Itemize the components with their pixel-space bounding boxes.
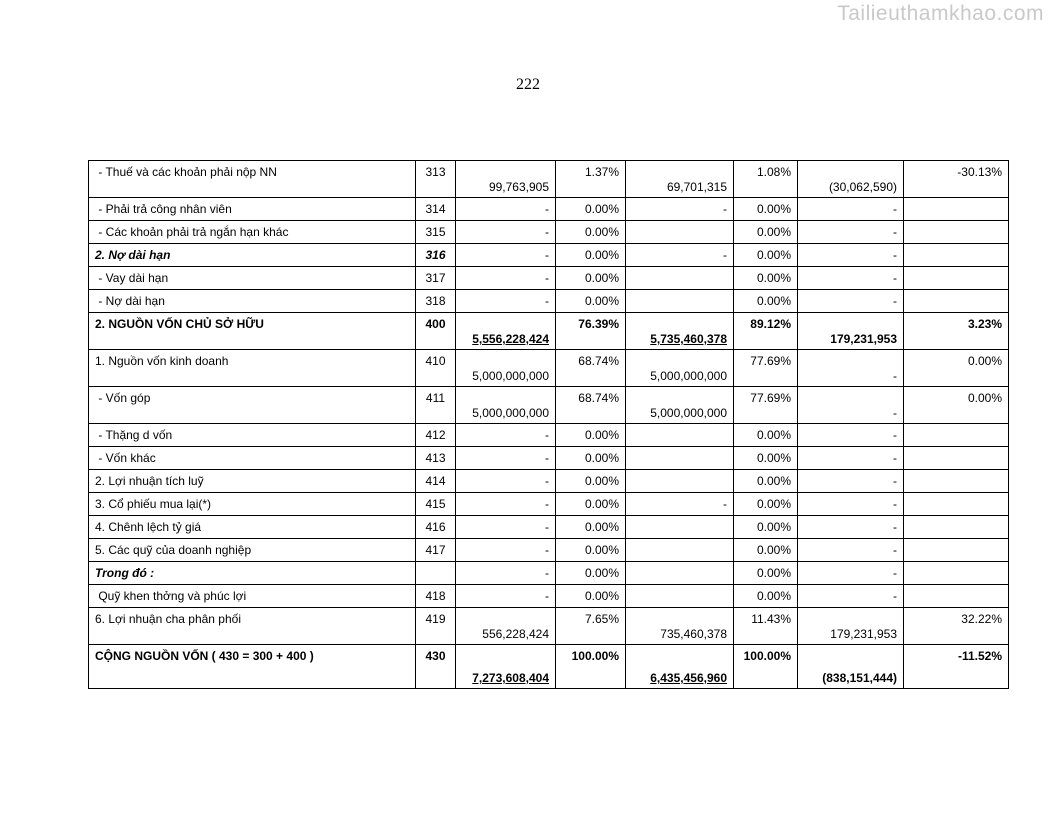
cell-percent-period2: 1.08% [734,161,798,198]
cell-item-label: 2. Lợi nhuận tích luỹ [89,470,416,493]
cell-item-label: CỘNG NGUỒN VỐN ( 430 = 300 + 400 ) [89,645,416,689]
table-row [89,161,1009,198]
table-row [89,470,1009,493]
cell-percent-period2: 0.00% [734,585,798,608]
cell-percent-period1: 1.37% [556,161,626,198]
cell-code: 411 [416,387,456,424]
balance-table-body [89,161,1009,689]
cell-code: 315 [416,221,456,244]
cell-code: 414 [416,470,456,493]
cell-code: 413 [416,447,456,470]
table-row [89,608,1009,645]
cell-variance-amount: - [798,562,904,585]
cell-amount-period2 [626,221,734,244]
site-watermark: Tailieuthamkhao.com [837,2,1044,25]
cell-variance-percent [904,516,1009,539]
cell-variance-percent [904,539,1009,562]
cell-variance-amount: - [798,290,904,313]
cell-item-label: 5. Các quỹ của doanh nghiệp [89,539,416,562]
cell-item-label: - Thặng d vốn [89,424,416,447]
cell-variance-amount: - [798,539,904,562]
cell-item-label: 6. Lợi nhuận cha phân phối [89,608,416,645]
cell-item-label: - Phải trả công nhân viên [89,198,416,221]
cell-code: 416 [416,516,456,539]
cell-code: 314 [416,198,456,221]
cell-code: 318 [416,290,456,313]
cell-amount-period2 [626,539,734,562]
cell-code: 415 [416,493,456,516]
cell-percent-period1: 0.00% [556,290,626,313]
cell-item-label: - Vốn góp [89,387,416,424]
table-row [89,267,1009,290]
cell-variance-percent: 32.22% [904,608,1009,645]
cell-variance-amount: - [798,470,904,493]
cell-variance-amount: - [798,221,904,244]
cell-percent-period2: 0.00% [734,516,798,539]
cell-item-label: 1. Nguồn vốn kinh doanh [89,350,416,387]
table-row [89,562,1009,585]
cell-amount-period2: - [626,493,734,516]
table-row [89,585,1009,608]
cell-amount-period1: - [456,447,556,470]
cell-percent-period1: 0.00% [556,424,626,447]
cell-amount-period2 [626,516,734,539]
table-row [89,350,1009,387]
cell-amount-period1: - [456,585,556,608]
cell-percent-period2: 100.00% [734,645,798,689]
cell-amount-period2 [626,585,734,608]
cell-percent-period1: 0.00% [556,267,626,290]
cell-amount-period2: 6,435,456,960 [626,645,734,689]
cell-variance-percent [904,424,1009,447]
cell-percent-period2: 0.00% [734,447,798,470]
cell-item-label: 2. NGUỒN VỐN CHỦ SỞ HỮU [89,313,416,350]
cell-variance-percent [904,290,1009,313]
cell-amount-period2: 5,735,460,378 [626,313,734,350]
cell-amount-period1: 556,228,424 [456,608,556,645]
cell-variance-amount: - [798,244,904,267]
cell-code [416,562,456,585]
cell-percent-period1: 68.74% [556,350,626,387]
cell-percent-period2: 0.00% [734,470,798,493]
cell-amount-period1: - [456,267,556,290]
cell-variance-amount: - [798,267,904,290]
cell-code: 316 [416,244,456,267]
cell-code: 313 [416,161,456,198]
cell-amount-period2: 69,701,315 [626,161,734,198]
cell-variance-amount: - [798,424,904,447]
cell-percent-period2: 0.00% [734,198,798,221]
cell-amount-period2: - [626,198,734,221]
cell-item-label: - Vay dài hạn [89,267,416,290]
cell-amount-period1: 5,000,000,000 [456,350,556,387]
cell-percent-period1: 7.65% [556,608,626,645]
cell-variance-percent: -30.13% [904,161,1009,198]
cell-percent-period1: 0.00% [556,562,626,585]
cell-amount-period2 [626,562,734,585]
cell-variance-percent: 0.00% [904,387,1009,424]
cell-amount-period1: - [456,539,556,562]
cell-item-label: 4. Chênh lệch tỷ giá [89,516,416,539]
cell-percent-period1: 0.00% [556,221,626,244]
cell-percent-period2: 0.00% [734,539,798,562]
cell-variance-percent [904,221,1009,244]
cell-amount-period2 [626,290,734,313]
cell-amount-period1: - [456,244,556,267]
cell-code: 417 [416,539,456,562]
cell-item-label: Trong đó : [89,562,416,585]
cell-variance-percent [904,470,1009,493]
cell-percent-period1: 0.00% [556,493,626,516]
cell-variance-amount: - [798,387,904,424]
cell-amount-period1: - [456,516,556,539]
cell-variance-percent [904,585,1009,608]
cell-percent-period1: 68.74% [556,387,626,424]
cell-percent-period1: 0.00% [556,585,626,608]
cell-amount-period1: 99,763,905 [456,161,556,198]
cell-percent-period2: 77.69% [734,350,798,387]
table-row [89,539,1009,562]
cell-amount-period1: - [456,562,556,585]
cell-item-label: Quỹ khen thởng và phúc lợi [89,585,416,608]
table-row [89,244,1009,267]
table-row [89,198,1009,221]
cell-code: 410 [416,350,456,387]
cell-amount-period1: - [456,493,556,516]
cell-variance-percent [904,198,1009,221]
cell-code: 430 [416,645,456,689]
cell-item-label: - Vốn khác [89,447,416,470]
cell-percent-period1: 100.00% [556,645,626,689]
cell-percent-period2: 0.00% [734,493,798,516]
cell-amount-period1: 5,556,228,424 [456,313,556,350]
cell-percent-period2: 77.69% [734,387,798,424]
table-row [89,387,1009,424]
cell-amount-period2: 5,000,000,000 [626,387,734,424]
table-row [89,290,1009,313]
cell-amount-period1: - [456,470,556,493]
cell-code: 419 [416,608,456,645]
cell-amount-period2 [626,470,734,493]
cell-percent-period2: 0.00% [734,562,798,585]
cell-item-label: 3. Cổ phiếu mua lại(*) [89,493,416,516]
cell-variance-percent [904,562,1009,585]
cell-variance-amount: - [798,350,904,387]
table-row [89,313,1009,350]
cell-amount-period2: 5,000,000,000 [626,350,734,387]
cell-variance-amount: - [798,198,904,221]
cell-percent-period1: 0.00% [556,198,626,221]
table-row [89,424,1009,447]
cell-percent-period1: 76.39% [556,313,626,350]
cell-amount-period2 [626,447,734,470]
cell-variance-percent [904,267,1009,290]
cell-amount-period1: - [456,198,556,221]
balance-sheet-table [88,160,1009,689]
cell-amount-period1: 7,273,608,404 [456,645,556,689]
table-row [89,447,1009,470]
cell-variance-amount: 179,231,953 [798,313,904,350]
cell-percent-period2: 0.00% [734,424,798,447]
cell-variance-percent: -11.52% [904,645,1009,689]
cell-percent-period2: 11.43% [734,608,798,645]
cell-percent-period1: 0.00% [556,244,626,267]
cell-percent-period2: 0.00% [734,290,798,313]
cell-amount-period1: 5,000,000,000 [456,387,556,424]
cell-variance-amount: 179,231,953 [798,608,904,645]
cell-amount-period2: - [626,244,734,267]
cell-code: 418 [416,585,456,608]
table-row [89,221,1009,244]
cell-percent-period2: 89.12% [734,313,798,350]
cell-variance-amount: - [798,447,904,470]
cell-variance-percent: 0.00% [904,350,1009,387]
cell-amount-period1: - [456,290,556,313]
table-row [89,645,1009,689]
page-number: 222 [516,76,540,93]
cell-item-label: - Nợ dài hạn [89,290,416,313]
cell-code: 317 [416,267,456,290]
cell-item-label: - Các khoản phải trả ngắn hạn khác [89,221,416,244]
cell-code: 412 [416,424,456,447]
cell-variance-amount: (30,062,590) [798,161,904,198]
cell-variance-amount: - [798,585,904,608]
cell-variance-amount: - [798,493,904,516]
cell-amount-period2 [626,267,734,290]
cell-variance-percent: 3.23% [904,313,1009,350]
cell-variance-amount: - [798,516,904,539]
cell-amount-period2 [626,424,734,447]
cell-percent-period1: 0.00% [556,516,626,539]
cell-percent-period2: 0.00% [734,244,798,267]
cell-percent-period2: 0.00% [734,221,798,244]
cell-item-label: - Thuế và các khoản phải nộp NN [89,161,416,198]
cell-amount-period1: - [456,424,556,447]
cell-variance-percent [904,244,1009,267]
table-row [89,516,1009,539]
cell-variance-amount: (838,151,444) [798,645,904,689]
table-row [89,493,1009,516]
cell-item-label: 2. Nợ dài hạn [89,244,416,267]
cell-variance-percent [904,447,1009,470]
cell-percent-period1: 0.00% [556,470,626,493]
cell-variance-percent [904,493,1009,516]
cell-percent-period2: 0.00% [734,267,798,290]
cell-percent-period1: 0.00% [556,447,626,470]
cell-amount-period1: - [456,221,556,244]
cell-percent-period1: 0.00% [556,539,626,562]
cell-code: 400 [416,313,456,350]
cell-amount-period2: 735,460,378 [626,608,734,645]
